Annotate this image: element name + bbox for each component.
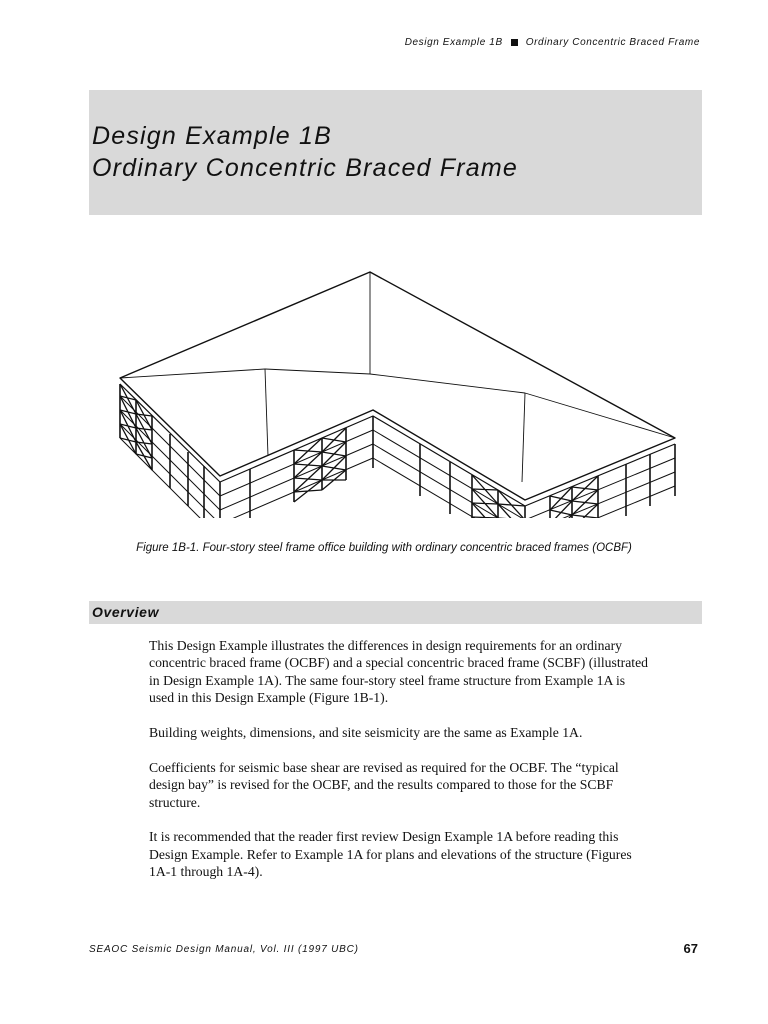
paragraph: Coefficients for seismic base shear are revised as required for the OCBF. The “typical design bay” is revised for the OCBF, and the results compared to those for the SCBF structure. [149, 759, 619, 810]
paragraph: This Design Example illustrates the differences in design requirements for an ordinary concentric braced frame (OCBF) and a special concentric braced frame (SCBF) (illustrated in Design Example 1A). The same four-story steel frame structure from Example 1A is used in this Design Example (Figure 1B-1). [149, 638, 649, 706]
braced-frame-center [294, 428, 346, 502]
body-text [149, 637, 649, 898]
header-right-text: Ordinary Concentric Braced Frame [525, 37, 700, 48]
running-header [405, 37, 700, 48]
title-line-2: Ordinary Concentric Braced Frame [92, 154, 519, 182]
section-heading: Overview [92, 604, 160, 620]
square-bullet-icon [511, 39, 518, 46]
roof-ridges [120, 272, 675, 482]
footer-source: SEAOC Seismic Design Manual, Vol. III (1997 UBC) [89, 944, 359, 955]
building-illustration [110, 268, 682, 518]
figure-caption: Figure 1B-1. Four-story steel frame office building with ordinary concentric braced frames (OCBF) [136, 542, 632, 554]
page-number: 67 [683, 941, 698, 956]
paragraph: Building weights, dimensions, and site seismicity are the same as Example 1A. [149, 725, 583, 741]
title-block [89, 90, 702, 215]
braced-frame-right-b [550, 476, 598, 518]
columns [120, 384, 675, 518]
paragraph: It is recommended that the reader first review Design Example 1A before reading this Design Example. Refer to Example 1A for plans and elevations of the structure (Figures 1A-1 through 1A-4). [149, 829, 632, 880]
title-line-1: Design Example 1B [92, 122, 332, 150]
section-header [89, 601, 702, 624]
braced-frame-left [120, 384, 152, 470]
header-left-text: Design Example 1B [404, 37, 503, 48]
